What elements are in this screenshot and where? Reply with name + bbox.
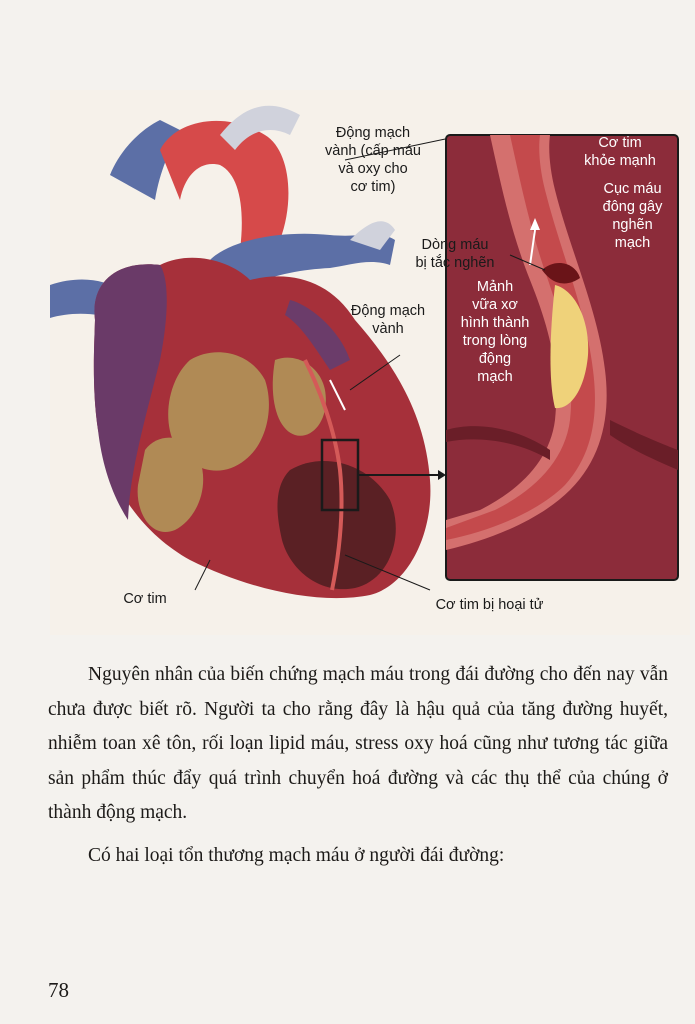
label-clot [585,180,680,252]
paragraph-2: Có hai loại tổn thương mạch máu ở người đái đường: [88,844,505,866]
label-heart-muscle: Cơ tim [123,591,167,607]
label-line: mạch [477,369,513,385]
label-line: Cơ tim [598,135,642,151]
label-coronary-artery-top [308,124,438,196]
label-dead-muscle: Cơ tim bị hoại tử [435,597,544,613]
label-line: đông gây [602,199,663,215]
label-line: Cục máu [603,181,662,197]
paragraph-1: Nguyên nhân của biến chứng mạch máu trong đái đường cho đến nay vẫn chưa được biết rõ. Người ta cho rằng đây là hậu quả của tăng đường huyết, nhiễm toan xê tôn, rối loạn lipid máu, stress oxy hoá cũng như tương tác giữa sản phẩm thúc đẩy quá trình chuyển hoá đường và các thụ thể của chúng ở thành động mạch. [48,664,668,823]
label-line: vữa xơ [472,297,518,313]
body-text [48,658,668,881]
label-line: nghẽn [612,217,653,233]
label-line: vành (cấp máu [325,143,421,159]
label-line: trong lòng [462,333,528,349]
label-line: vành [372,321,404,337]
label-line: mạch [614,235,651,251]
label-line: Dòng máu [421,237,489,253]
label-line: Mảnh [476,279,514,295]
label-line: bị tắc nghẽn [415,255,495,271]
label-line: hình thành [460,315,530,331]
label-line: và oxy cho [338,161,408,177]
label-coronary-artery-mid [338,302,438,338]
heart-illustration [50,90,690,635]
aorta [160,121,288,250]
label-line: khỏe mạnh [584,153,656,169]
zoom-arrowhead [438,470,446,480]
label-healthy-muscle [570,134,670,170]
label-line: động [478,351,512,367]
label-blocked-flow [400,236,510,272]
page-number: 78 [48,978,69,1002]
label-line: Động mạch [350,303,426,319]
label-line: Động mạch [335,125,411,141]
label-line: cơ tim) [350,179,396,195]
label-plaque [445,278,545,386]
